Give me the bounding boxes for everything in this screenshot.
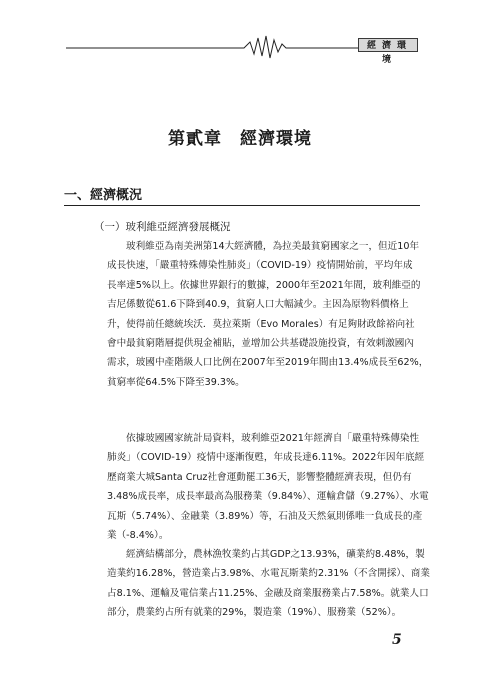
subsection-heading: （一）玻利維亞經濟發展概況	[94, 221, 231, 233]
paragraph	[107, 545, 430, 623]
text-line: 業（-8.4%）。	[107, 530, 169, 542]
text-line: 長率達5%以上。依據世界銀行的數據，2000年至2021年間，玻利維亞的	[107, 279, 421, 291]
running-title: 經濟環境	[358, 38, 418, 52]
page-number: 5	[392, 632, 402, 648]
text-line: 需求，玻國中產階級人口比例在2007年至2019年間由13.4%成長至62%，	[107, 357, 429, 369]
chapter-title: 第貳章 經濟環境	[168, 129, 312, 149]
text-line: 升，使得前任總統埃沃．莫拉萊斯（Evo Morales）有足夠財政餘裕向社	[107, 318, 415, 330]
running-header	[66, 34, 418, 65]
text-line: 瓦斯（5.74%）、金融業（3.89%）等，石油及天然氣則係唯一負成長的產	[107, 510, 423, 522]
text-line: 經濟結構部分，農林漁牧業約占其GDP之13.93%，礦業約8.48%，製	[126, 549, 425, 560]
text-line: 會中最貧窮階層提供現金補貼，並增加公共基礎設施投資，有效刺激國內	[107, 338, 414, 350]
text-line: 歷商業大城Santa Cruz社會運動罷工36天，影響整體經濟表現，但仍有	[107, 471, 412, 483]
text-line: 依據玻國國家統計局資料，玻利維亞2021年經濟自「嚴重特殊傳染性	[126, 433, 420, 444]
text-line: 吉尼係數從61.6下降到40.9，貧窮人口大幅減少。主因為原物料價格上	[107, 299, 409, 311]
text-line: 貧窮率從64.5%下降至39.3%。	[107, 376, 245, 388]
text-line: 造業約16.28%，營造業占3.98%、水電瓦斯業約2.31%（不含開採）、商業	[107, 568, 430, 580]
paragraph	[107, 237, 429, 392]
section-heading: 一、經濟概況	[64, 188, 143, 203]
text-line: 成長快速，「嚴重特殊傳染性肺炎」（COVID-19）疫情開始前，平均年成	[107, 260, 413, 272]
text-line: 占8.1%、運輸及電信業占11.25%、金融及商業服務業占7.58%。就業人口	[107, 587, 429, 599]
paragraph	[107, 429, 429, 545]
text-line: 肺炎」（COVID-19）疫情中逐漸復甦，年成長達6.11%。2022年因年底經	[107, 452, 425, 464]
text-line: 3.48%成長率，成長率最高為服務業（9.84%）、運輸倉儲（9.27%）、水電	[107, 491, 429, 503]
text-line: 玻利維亞為南美洲第14大經濟體，為拉美最貧窮國家之一，但近10年	[126, 241, 420, 252]
section-divider	[64, 205, 420, 206]
text-line: 部分，農業約占所有就業的29%，製造業（19%）、服務業（52%）。	[107, 607, 402, 619]
